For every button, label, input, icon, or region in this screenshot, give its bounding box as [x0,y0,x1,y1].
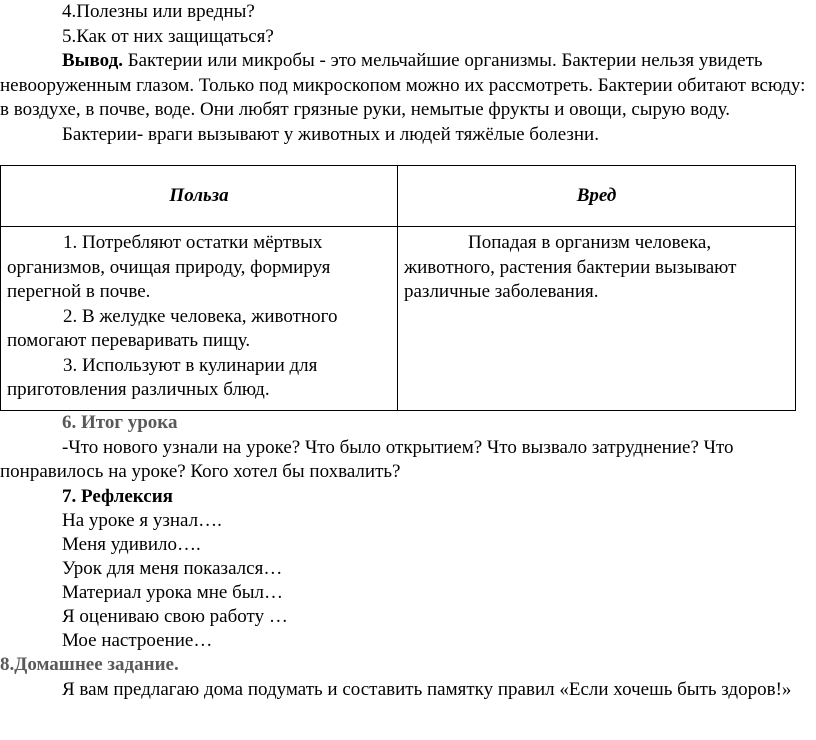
reflection-line: Я оцениваю свою работу … [62,606,288,627]
section6-heading: 6. Итог урока [62,412,178,433]
benefit-item: 1. Потребляют остатки мёртвых организмов, очищая природу, формируя перегной в почве. [7,232,331,302]
table-header-benefit: Польза [1,166,398,227]
table-header-harm: Вред [398,166,796,227]
benefit-cell [1,227,398,411]
reflection-line: Урок для меня показался… [62,558,283,579]
harm-text: Попадая в организм человека, животного, растения бактерии вызывают различные заболевания. [404,232,737,302]
section7-heading: 7. Рефлексия [62,485,173,507]
harm-cell [398,227,796,411]
section8-text: Я вам предлагаю дома подумать и составить памятку правил «Если хочешь быть здоров!» [62,678,792,700]
conclusion-text-2: Бактерии- враги вызывают у животных и людей тяжёлые болезни. [62,123,599,145]
benefit-item: 3. Используют в кулинарии для приготовления различных блюд. [7,354,318,400]
reflection-line: Материал урока мне был… [62,582,283,603]
reflection-line: На уроке я узнал…. [62,510,222,531]
reflection-line: Меня удивило…. [62,534,201,555]
benefit-harm-table [0,165,796,411]
conclusion-label: Вывод. [62,50,123,71]
conclusion-text: Бактерии или микробы - это мельчайшие организмы. Бактерии нельзя увидеть невооруженным глазом. Только под микроскопом можно их рассмотреть. Бактерии обитают всюду: в воздухе, в почве, воде. Они любят грязные руки, немытые фрукты и овощи, сырую воду. [0,50,806,120]
question-5: 5.Как от них защищаться? [62,25,274,47]
conclusion-paragraph [0,49,816,123]
section6-text: -Что нового узнали на уроке? Что было открытием? Что вызвало затруднение? Что понравилось на уроке? Кого хотел бы похвалить? [0,436,734,482]
question-4: 4.Полезны или вредны? [62,1,255,22]
benefit-item: 2. В желудке человека, животного помогают переваривать пищу. [7,305,338,351]
section8-heading: 8.Домашнее задание. [0,654,179,675]
reflection-line: Мое настроение… [62,630,213,651]
